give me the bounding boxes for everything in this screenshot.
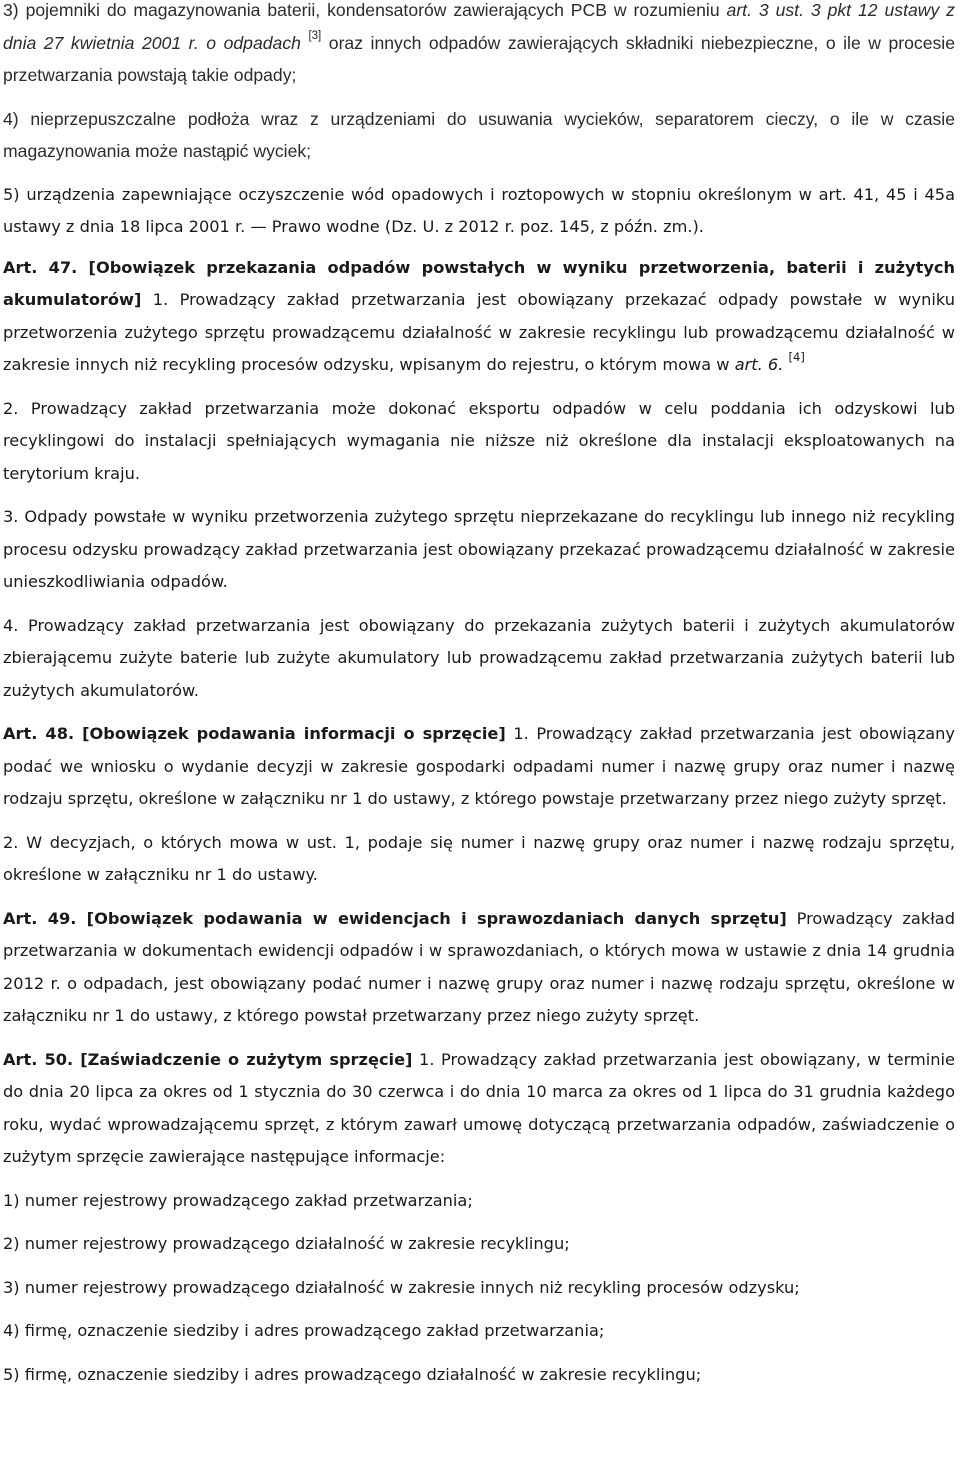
article-48-para-2: 2. W decyzjach, o których mowa w ust. 1, podaje się numer i nazwę grupy oraz numer i nazwę rodzaju sprzętu, określone w załączniku nr 1 do ustawy. xyxy=(3,832,955,884)
paragraph-item-3: 3) pojemniki do magazynowania baterii, kondensatorów zawierających PCB w rozumieniu art. 3 ust. 3 pkt 12 ustawy z dnia 27 kwietnia 2001 r. o odpadach [3] oraz innych odpadów zawierających składniki niebezpieczne, o ile w procesie przetwarzania powstają takie odpady; xyxy=(3,0,956,85)
list-item: 3) numer rejestrowy prowadzącego działalność w zakresie innych niż recykling procesów odzysku; xyxy=(3,1277,800,1297)
paragraph-item-5: 5) urządzenia zapewniające oczyszczenie wód opadowych i roztopowych w stopniu określonym w art. 41, 45 i 45a ustawy z dnia 18 lipca 2001 r. — Prawo wodne (Dz. U. z 2012 r. poz. 145, z późn. zm.). xyxy=(3,184,955,236)
article-47-para-3: 3. Odpady powstałe w wyniku przetworzenia zużytego sprzętu nieprzekazane do recyklingu lub innego niż recykling procesu odzysku prowadzący zakład przetwarzania jest obowiązany przekazać prowadzącemu działalność w zakresie unieszkodliwiania odpadów. xyxy=(3,507,955,591)
article-48-heading: Art. 48. [Obowiązek podawania informacji o sprzęcie] xyxy=(3,724,506,743)
article-48-para-1: Art. 48. [Obowiązek podawania informacji o sprzęcie] 1. Prowadzący zakład przetwarzania jest obowiązany podać we wniosku o wydanie decyzji w zakresie gospodarki odpadami numer i nazwę grupy oraz numer i nazwę rodzaju sprzętu, określone w załączniku nr 1 do ustawy, z którego powstaje przetwarzany przez niego zużyty sprzęt. xyxy=(3,724,955,808)
article-47-para-1: Art. 47. [Obowiązek przekazania odpadów powstałych w wyniku przetworzenia, baterii i zużytych akumulatorów] 1. Prowadzący zakład przetwarzania jest obowiązany przekazać odpady powstałe w wyniku przetworzenia zużytego sprzętu prowadzącemu działalność w zakresie recyklingu lub prowadzącemu działalność w zakresie innych niż recykling procesów odzysku, wpisanym do rejestru, o którym mowa w art. 6. [4] xyxy=(3,257,955,374)
list-item: 5) firmę, oznaczenie siedziby i adres prowadzącego działalność w zakresie recyklingu; xyxy=(3,1364,702,1384)
article-47-para-4: 4. Prowadzący zakład przetwarzania jest obowiązany do przekazania zużytych baterii i zużytych akumulatorów zbierającemu zużyte baterie lub zużyte akumulatory lub prowadzącemu zakład przetwarzania zużytych baterii lub zużytych akumulatorów. xyxy=(3,615,955,700)
article-47-heading: Art. 47. [Obowiązek przekazania odpadów powstałych w wyniku przetworzenia, baterii i zużytych akumulatorów] xyxy=(3,257,955,309)
list-item: 4) firmę, oznaczenie siedziby i adres prowadzącego zakład przetwarzania; xyxy=(3,1321,605,1340)
list-item: 2) numer rejestrowy prowadzącego działalność w zakresie recyklingu; xyxy=(3,1234,570,1253)
article-47-para-2: 2. Prowadzący zakład przetwarzania może dokonać eksportu odpadów w celu poddania ich odzyskowi lub recyklingowi do instalacji spełniających wymagania nie niższe niż określone dla instalacji eksploatowanych na terytorium kraju. xyxy=(3,398,955,483)
footnote-ref-4[interactable]: [4] xyxy=(788,349,805,364)
article-50-heading: Art. 50. [Zaświadczenie o zużytym sprzęcie] xyxy=(3,1049,413,1069)
list-item: 1) numer rejestrowy prowadzącego zakład przetwarzania; xyxy=(3,1190,473,1210)
paragraph-item-4: 4) nieprzepuszczalne podłoża wraz z urządzeniami do usuwania wycieków, separatorem cieczy, o ile w czasie magazynowania może nastąpić wyciek; xyxy=(3,108,955,161)
article-50-para-1: Art. 50. [Zaświadczenie o zużytym sprzęcie] 1. Prowadzący zakład przetwarzania jest obowiązany, w terminie do dnia 20 lipca za okres od 1 stycznia do 30 czerwca i do dnia 10 marca za okres od 1 lipca do 31 grudnia każdego roku, wydać wprowadzającemu sprzęt, z którym zawarł umowę dotyczącą przetwarzania odpadów, zaświadczenie o zużytym sprzęcie zawierające następujące informacje: xyxy=(3,1049,955,1166)
article-49-para-1: Art. 49. [Obowiązek podawania w ewidencjach i sprawozdaniach danych sprzętu] Prowadzący zakład przetwarzania w dokumentach ewidencji odpadów i w sprawozdaniach, o których mowa w ustawie z dnia 14 grudnia 2012 r. o odpadach, jest obowiązany podać numer i nazwę grupy oraz numer i nazwę rodzaju sprzętu, określone w załączniku nr 1 do ustawy, z którego powstał przetwarzany przez niego zużyty sprzęt. xyxy=(3,908,955,1025)
footnote-ref-3[interactable]: [3] xyxy=(308,29,322,42)
article-49-heading: Art. 49. [Obowiązek podawania w ewidencjach i sprawozdaniach danych sprzętu] xyxy=(3,908,787,928)
